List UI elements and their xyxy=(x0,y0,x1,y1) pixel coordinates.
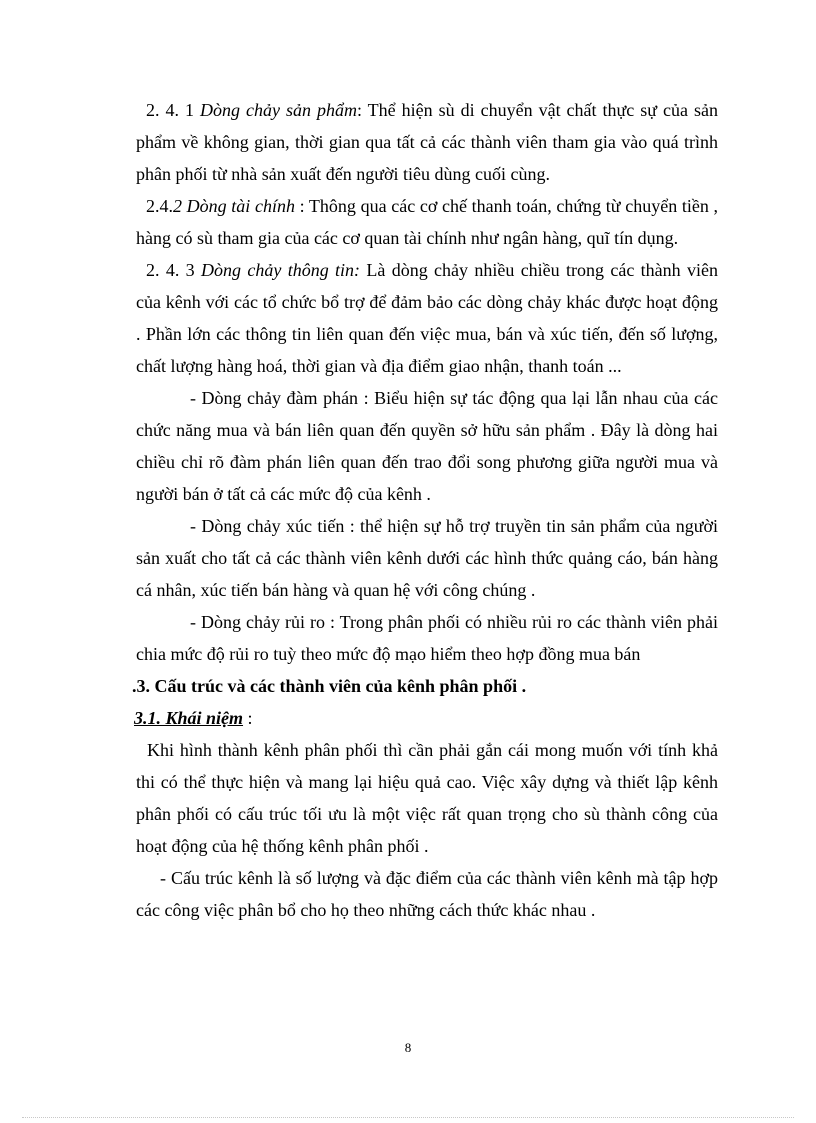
subsection-heading-concept xyxy=(134,702,718,734)
paragraph-body: Là dòng chảy nhiều chiều trong các thành viên của kênh với các tổ chức bổ trợ để đảm bảo các dòng chảy khác được hoạt động . Phần lớn các thông tin liên quan đến việc mua, bán và xúc tiến, đến số lượng, chất lượng hàng hoá, thời gian và địa điểm giao nhận, thanh toán ... xyxy=(136,260,718,376)
text-column xyxy=(132,94,719,926)
section-number: 2. 4. 3 xyxy=(146,260,202,280)
paragraph-risk-flow: - Dòng chảy rủi ro : Trong phân phối có nhiều rủi ro các thành viên phải chia mức độ rủi ro tuỳ theo mức độ mạo hiểm theo hợp đồng mua bán xyxy=(136,612,718,664)
paragraph-product-flow xyxy=(136,94,718,190)
paragraph-financial-flow xyxy=(136,190,718,254)
paragraph-promotion-flow: - Dòng chảy xúc tiến : thể hiện sự hỗ trợ truyền tin sản phẩm của người sản xuất cho tất cả các thành viên kênh dưới các hình thức quảng cáo, bán hàng cá nhân, xúc tiến bán hàng và quan hệ với công chúng . xyxy=(136,516,718,600)
section-number: 2. 4. 1 xyxy=(146,100,200,120)
paragraph-body: : Thông qua các cơ chế thanh toán, chứng từ chuyển tiền , hàng có sù tham gia của các cơ quan tài chính như ngân hàng, quĩ tín dụng. xyxy=(136,196,718,248)
term-financial-flow: 2 Dòng tài chính xyxy=(173,196,295,216)
section-number: 2.4. xyxy=(146,196,173,216)
paragraph-information-flow xyxy=(136,254,718,382)
concept-term: 3.1. Khái niệm xyxy=(134,708,244,728)
heading-colon: : xyxy=(243,708,253,728)
page-bottom-divider xyxy=(22,1117,794,1118)
term-product-flow: Dòng chảy sản phẩm xyxy=(200,100,357,120)
paragraph-concept-intro: Khi hình thành kênh phân phối thì cần phải gắn cái mong muốn với tính khả thi có thể thực hiện và mang lại hiệu quả cao. Việc xây dựng và thiết lập kênh phân phối có cấu trúc tối ưu là một việc rất quan trọng cho sù thành công của hoạt động của hệ thống kênh phân phối . xyxy=(136,740,718,856)
paragraph-negotiation-flow: - Dòng chảy đàm phán : Biểu hiện sự tác động qua lại lẫn nhau của các chức năng mua và bán liên quan đến quyền sở hữu sản phẩm . Đây là dòng hai chiều chỉ rõ đàm phán liên quan đến trao đổi song phương giữa người mua và người bán ở tất cả các mức độ của kênh . xyxy=(136,388,718,504)
section-heading-structure: .3. Cấu trúc và các thành viên của kênh phân phối . xyxy=(132,676,527,696)
page-number: 8 xyxy=(404,1040,412,1055)
paragraph-body: : Thể hiện sù di chuyển vật chất thực sự của sản phẩm về không gian, thời gian qua tất cả các thành viên tham gia vào quá trình phân phối từ nhà sản xuất đến người tiêu dùng cuối cùng. xyxy=(136,100,719,184)
paragraph-channel-structure: - Cấu trúc kênh là số lượng và đặc điểm của các thành viên kênh mà tập hợp các công việc phân bổ cho họ theo những cách thức khác nhau . xyxy=(136,868,718,920)
term-information-flow: Dòng chảy thông tin: xyxy=(201,260,361,280)
